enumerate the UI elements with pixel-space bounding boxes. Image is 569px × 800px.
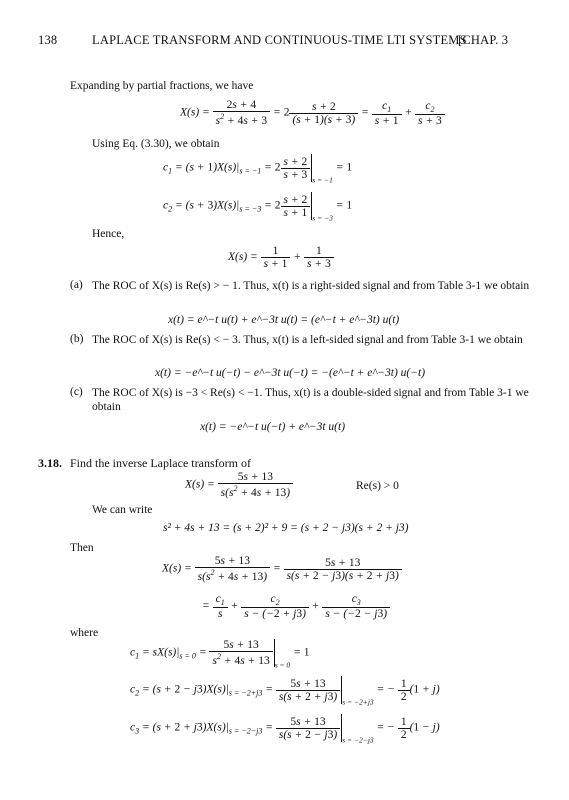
equation-c1: $c_1 = (s + 1)X(s)|_{s = -1} = 2$ $\frac{s + 2}{s + 3}$ $_{s = -1}$ = 1 (163, 155, 353, 185)
text-where: where (70, 627, 99, 639)
equation-c2: $c_2 = (s + 3)X(s)|_{s = -3} = 2$ $\frac{s + 2}{s + 1}$ $_{s = -3}$ = 1 (163, 193, 353, 223)
equation-then: X(s) = $\frac{5s + 13}{s(s^2 + 4s + 13)}$ = $\frac{5s + 13}{s(s + 2 - j3)(s + 2 + j3)}$ (162, 555, 402, 583)
equation-partial-fractions: X(s) = $\frac{2s + 4}{s^2 + 4s + 3}$ = 2 $\frac{s + 2}{(s + 1)(s + 3)}$ = $\frac{c_1}{s + 1}$ + $\frac{c_2}{s + 3}$ (180, 99, 445, 127)
equation-problem: X(s) = $\frac{5s + 13}{s(s^2 + 4s + 13)}$ (185, 471, 293, 499)
text-part-b: The ROC of X(s) is Re(s) < − 3. Thus, x(t) is a left-sided signal and from Table 3-1 we obtain (92, 334, 523, 346)
equation-part-b: x(t) = −e^−t u(−t) − e^−3t u(−t) = −(e^−t + e^−3t) u(−t) (155, 367, 426, 379)
text-then: Then (70, 542, 94, 554)
text-using-eq: Using Eq. (3.30), we obtain (92, 138, 220, 150)
text-hence: Hence, (92, 228, 125, 240)
equation-factor: s² + 4s + 13 = (s + 2)² + 9 = (s + 2 − j3)(s + 2 + j3) (163, 522, 409, 534)
equation-partial-complex: = $\frac{c_1}{s}$ + $\frac{c_2}{s - (-2 + j3)}$ + $\frac{c_3}{s - (-2 - j3)}$ (202, 593, 390, 620)
text-we-can-write: We can write (92, 504, 153, 516)
equation-c3-complex: $c_3 = (s + 2 + j3)X(s)|_{s = -2-j3}$ = $\frac{5s + 13}{s(s + 2 - j3)}$ $_{s = -2-j3}$ = − $\frac{1}{2}$ (1 − j) (130, 715, 440, 745)
running-title: LAPLACE TRANSFORM AND CONTINUOUS-TIME LTI SYSTEMS (92, 33, 467, 47)
equation-part-a: x(t) = e^−t u(t) + e^−3t u(t) = (e^−t + e^−3t) u(t) (168, 314, 400, 326)
text-part-c: The ROC of X(s) is −3 < Re(s) < −1. Thus, x(t) is a double-sided signal and from Table 3-1 we obtain (92, 387, 529, 413)
label-part-b: (b) (70, 333, 84, 345)
text-part-a: The ROC of X(s) is Re(s) > − 1. Thus, x(t) is a right-sided signal and from Table 3-1 we obtain (92, 280, 530, 292)
text-expanding: Expanding by partial fractions, we have (70, 80, 254, 92)
equation-c2-complex: $c_2 = (s + 2 - j3)X(s)|_{s = -2+j3}$ = $\frac{5s + 13}{s(s + 2 + j3)}$ $_{s = -2+j3}$ = − $\frac{1}{2}$ (1 + j) (130, 677, 440, 707)
equation-c1-complex: $c_1 = sX(s)|_{s = 0}$ = $\frac{5s + 13}{s^2 + 4s + 13}$ $_{s = 0}$ = 1 (130, 639, 310, 670)
label-part-a: (a) (70, 279, 83, 291)
equation-hence: X(s) = $\frac{1}{s + 1}$ + $\frac{1}{s + 3}$ (228, 245, 334, 270)
problem-statement: Find the inverse Laplace transform of (70, 456, 251, 470)
page-number: 138 (38, 33, 58, 47)
roc-label: Re(s) > 0 (356, 480, 399, 492)
equation-part-c: x(t) = −e^−t u(−t) + e^−3t u(t) (200, 421, 346, 433)
label-part-c: (c) (70, 386, 83, 398)
chapter-label: [CHAP. 3 (458, 33, 509, 47)
problem-number: 3.18. (38, 456, 62, 470)
